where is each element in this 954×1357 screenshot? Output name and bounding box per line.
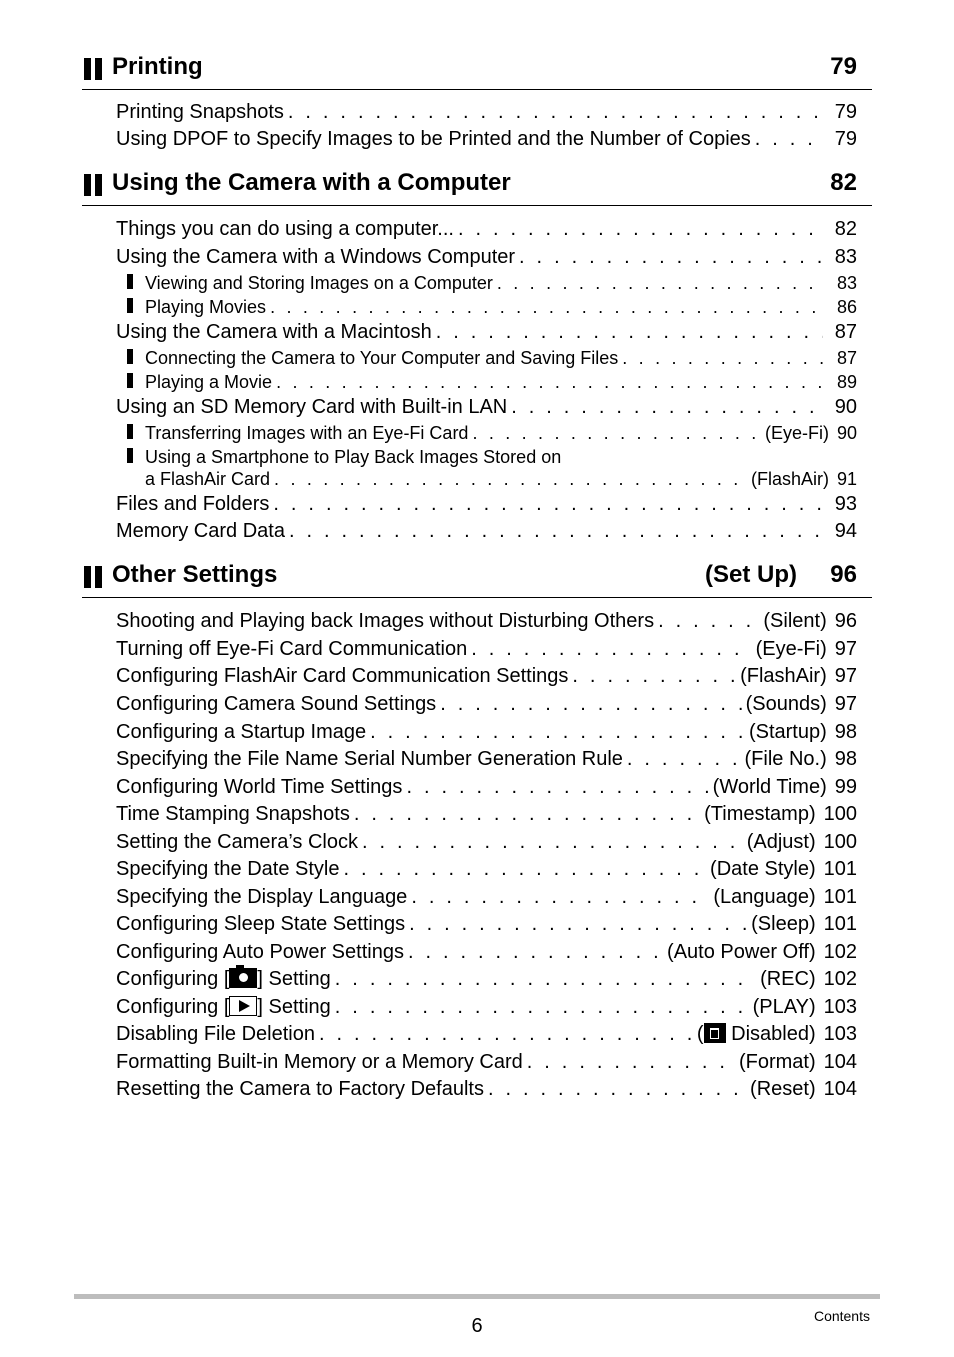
toc-subentry-line1[interactable] — [127, 447, 857, 468]
dot-leader — [276, 372, 825, 393]
entry-note: (Timestamp) — [704, 803, 816, 825]
entry-page: 100 — [823, 831, 857, 853]
entry-title: Configuring Sleep State Settings — [116, 913, 406, 935]
footer-divider — [74, 1294, 880, 1299]
entry-title: Viewing and Storing Images on a Computer — [145, 273, 493, 293]
dot-leader — [362, 831, 743, 854]
toc-entry[interactable] — [116, 1051, 857, 1074]
toc-entry[interactable] — [116, 886, 857, 909]
entry-title: a FlashAir Card — [145, 469, 271, 489]
dot-leader — [519, 246, 823, 269]
entry-title: Specifying the Display Language — [116, 886, 408, 908]
entry-title: Playing Movies — [145, 297, 267, 317]
entry-page: 90 — [834, 396, 857, 418]
toc-entry[interactable] — [116, 831, 857, 854]
toc-entry[interactable] — [116, 246, 857, 269]
toc-entry[interactable] — [116, 520, 857, 543]
toc-entry[interactable] — [116, 1078, 857, 1101]
entry-title: Using an SD Memory Card with Built-in LAN — [116, 396, 508, 418]
entry-note: (Startup) — [748, 721, 827, 743]
entry-page: 97 — [834, 638, 857, 660]
entry-page: 93 — [834, 493, 857, 515]
dot-leader — [343, 858, 706, 881]
dot-leader — [406, 776, 708, 799]
entry-title: Configuring a Startup Image — [116, 721, 367, 743]
camera-icon — [229, 968, 257, 988]
toc-entry[interactable] — [116, 748, 857, 771]
entry-title: Memory Card Data — [116, 520, 285, 542]
toc-entry[interactable] — [116, 913, 857, 936]
entry-title: Configuring [ ] Setting — [116, 968, 331, 990]
entry-note: (Eye-Fi) — [764, 423, 829, 443]
section-heading — [82, 166, 872, 206]
entry-page: 101 — [823, 858, 857, 880]
dot-leader — [755, 128, 823, 151]
entry-note: (Language) — [713, 886, 816, 908]
dot-leader — [527, 1051, 735, 1074]
entry-title: Setting the Camera’s Clock — [116, 831, 358, 853]
section-page[interactable]: 82 — [830, 169, 857, 196]
toc-entry[interactable] — [116, 693, 857, 716]
footer-contents-link[interactable]: Contents — [813, 1308, 870, 1324]
entry-title: Printing Snapshots — [116, 101, 284, 123]
toc-entry[interactable] — [116, 321, 857, 344]
section-title: Other Settings — [112, 561, 278, 588]
entry-title: Formatting Built-in Memory or a Memory Card — [116, 1051, 523, 1073]
dot-leader — [270, 297, 825, 318]
entry-note: (Reset) — [750, 1078, 816, 1100]
toc-subentry[interactable] — [127, 273, 857, 294]
entry-note: (FlashAir) — [750, 469, 829, 489]
entry-title: Specifying the File Name Serial Number Generation Rule — [116, 748, 623, 770]
dot-leader — [488, 1078, 746, 1101]
bullet-icon — [127, 424, 133, 439]
section-marker-icon — [84, 174, 106, 196]
dot-leader — [436, 321, 823, 344]
entry-page: 102 — [823, 941, 857, 963]
section-marker-icon — [84, 566, 106, 588]
entry-page: 83 — [834, 246, 857, 268]
entry-note: (Eye-Fi) — [755, 638, 827, 660]
entry-title: Shooting and Playing back Images without Disturbing Others — [116, 610, 655, 632]
entry-page: 87 — [836, 348, 857, 368]
toc-subentry[interactable] — [127, 372, 857, 393]
entry-note: (File No.) — [744, 748, 827, 770]
toc-entry[interactable] — [116, 721, 857, 744]
dot-leader — [658, 610, 759, 633]
entry-title: Configuring Camera Sound Settings — [116, 693, 437, 715]
entry-page: 101 — [823, 913, 857, 935]
dot-leader — [335, 996, 749, 1019]
toc-entry[interactable] — [116, 858, 857, 881]
toc-entry[interactable] — [116, 101, 857, 124]
entry-title: Using DPOF to Specify Images to be Printed and the Number of Copies — [116, 128, 751, 150]
entry-note: (REC) — [760, 968, 816, 990]
entry-title: Time Stamping Snapshots — [116, 803, 350, 825]
entry-page: 83 — [836, 273, 857, 293]
dot-leader — [409, 913, 747, 936]
section-title: Using the Camera with a Computer — [112, 169, 511, 196]
section-heading — [82, 558, 872, 598]
toc-entry[interactable] — [116, 776, 857, 799]
entry-page: 98 — [834, 748, 857, 770]
entry-note: (Date Style) — [710, 858, 816, 880]
entry-page: 99 — [834, 776, 857, 798]
dot-leader — [511, 396, 823, 419]
toc-entry[interactable] — [116, 396, 857, 419]
entry-page: 94 — [834, 520, 857, 542]
toc-subentry[interactable] — [127, 423, 857, 444]
section-page[interactable]: 79 — [830, 53, 857, 80]
toc-subentry-line2[interactable] — [145, 469, 857, 490]
entry-page: 79 — [834, 128, 857, 150]
entry-page: 90 — [836, 423, 857, 443]
entry-title: Using the Camera with a Macintosh — [116, 321, 432, 343]
dot-leader — [319, 1023, 693, 1046]
trash-icon — [704, 1023, 726, 1043]
entry-page: 89 — [836, 372, 857, 392]
entry-page: 96 — [834, 610, 857, 632]
entry-note: (Sleep) — [751, 913, 816, 935]
dot-leader — [408, 941, 663, 964]
toc-entry[interactable] — [116, 1023, 857, 1046]
entry-page: 98 — [834, 721, 857, 743]
entry-note: (PLAY) — [752, 996, 816, 1018]
section-page[interactable]: 96 — [830, 561, 857, 588]
entry-note: (Format) — [738, 1051, 816, 1073]
entry-page: 91 — [836, 469, 857, 489]
entry-title: Things you can do using a computer... — [116, 218, 454, 240]
toc-entry[interactable] — [116, 610, 857, 633]
section-subtitle: (Set Up) — [705, 561, 797, 588]
entry-title: Configuring [ ] Setting — [116, 996, 331, 1018]
dot-leader — [335, 968, 756, 991]
entry-page: 103 — [823, 996, 857, 1018]
bullet-icon — [127, 373, 133, 388]
entry-title: Using a Smartphone to Play Back Images Stored on — [145, 447, 562, 467]
toc-entry[interactable] — [116, 128, 857, 151]
toc-entry[interactable] — [116, 493, 857, 516]
play-icon — [229, 996, 257, 1016]
dot-leader — [273, 493, 822, 516]
entry-page: 97 — [834, 665, 857, 687]
entry-title: Specifying the Date Style — [116, 858, 340, 880]
dot-leader — [472, 423, 761, 444]
entry-note: (Adjust) — [746, 831, 816, 853]
entry-title: Configuring Auto Power Settings — [116, 941, 404, 963]
entry-page: 86 — [836, 297, 857, 317]
bullet-icon — [127, 349, 133, 364]
dot-leader — [471, 638, 751, 661]
dot-leader — [354, 803, 700, 826]
entry-note: (Auto Power Off) — [667, 941, 816, 963]
entry-title: Configuring FlashAir Card Communication Settings — [116, 665, 569, 687]
dot-leader — [440, 693, 741, 716]
dot-leader — [572, 665, 736, 688]
entry-page: 87 — [834, 321, 857, 343]
toc-entry[interactable] — [116, 996, 857, 1019]
dot-leader — [411, 886, 709, 909]
bullet-icon — [127, 448, 133, 463]
entry-page: 102 — [823, 968, 857, 990]
toc-subentry[interactable] — [127, 297, 857, 318]
bullet-icon — [127, 274, 133, 289]
dot-leader — [288, 101, 823, 124]
entry-note: (FlashAir) — [740, 665, 827, 687]
entry-page: 79 — [834, 101, 857, 123]
entry-title: Configuring World Time Settings — [116, 776, 403, 798]
entry-page: 104 — [823, 1078, 857, 1100]
dot-leader — [627, 748, 741, 771]
entry-title: Files and Folders — [116, 493, 270, 515]
entry-note: ( Disabled) — [696, 1023, 816, 1045]
entry-note: (World Time) — [712, 776, 827, 798]
toc-entry[interactable] — [116, 638, 857, 661]
entry-note: (Sounds) — [745, 693, 827, 715]
entry-title: Disabling File Deletion — [116, 1023, 315, 1045]
toc-subentry[interactable] — [127, 348, 857, 369]
bullet-icon — [127, 298, 133, 313]
dot-leader — [289, 520, 823, 543]
entry-title: Playing a Movie — [145, 372, 273, 392]
section-heading — [82, 50, 872, 90]
toc-entry[interactable] — [116, 941, 857, 964]
section-title: Printing — [112, 53, 203, 80]
toc-entry[interactable] — [116, 803, 857, 826]
toc-entry[interactable] — [116, 968, 857, 991]
dot-leader — [370, 721, 745, 744]
entry-title: Turning off Eye-Fi Card Communication — [116, 638, 468, 660]
toc-entry[interactable] — [116, 665, 857, 688]
dot-leader — [458, 218, 823, 241]
entry-title: Transferring Images with an Eye-Fi Card — [145, 423, 469, 443]
entry-page: 104 — [823, 1051, 857, 1073]
dot-leader — [274, 469, 747, 490]
entry-page: 97 — [834, 693, 857, 715]
entry-title: Using the Camera with a Windows Computer — [116, 246, 516, 268]
toc-entry[interactable] — [116, 218, 857, 241]
entry-page: 103 — [823, 1023, 857, 1045]
entry-page: 82 — [834, 218, 857, 240]
entry-page: 101 — [823, 886, 857, 908]
section-marker-icon — [84, 58, 106, 80]
entry-title: Connecting the Camera to Your Computer and Saving Files — [145, 348, 619, 368]
footer-page-number: 6 — [471, 1315, 483, 1337]
dot-leader — [497, 273, 825, 294]
entry-title: Resetting the Camera to Factory Defaults — [116, 1078, 484, 1100]
dot-leader — [622, 348, 825, 369]
entry-note: (Silent) — [763, 610, 827, 632]
entry-page: 100 — [823, 803, 857, 825]
